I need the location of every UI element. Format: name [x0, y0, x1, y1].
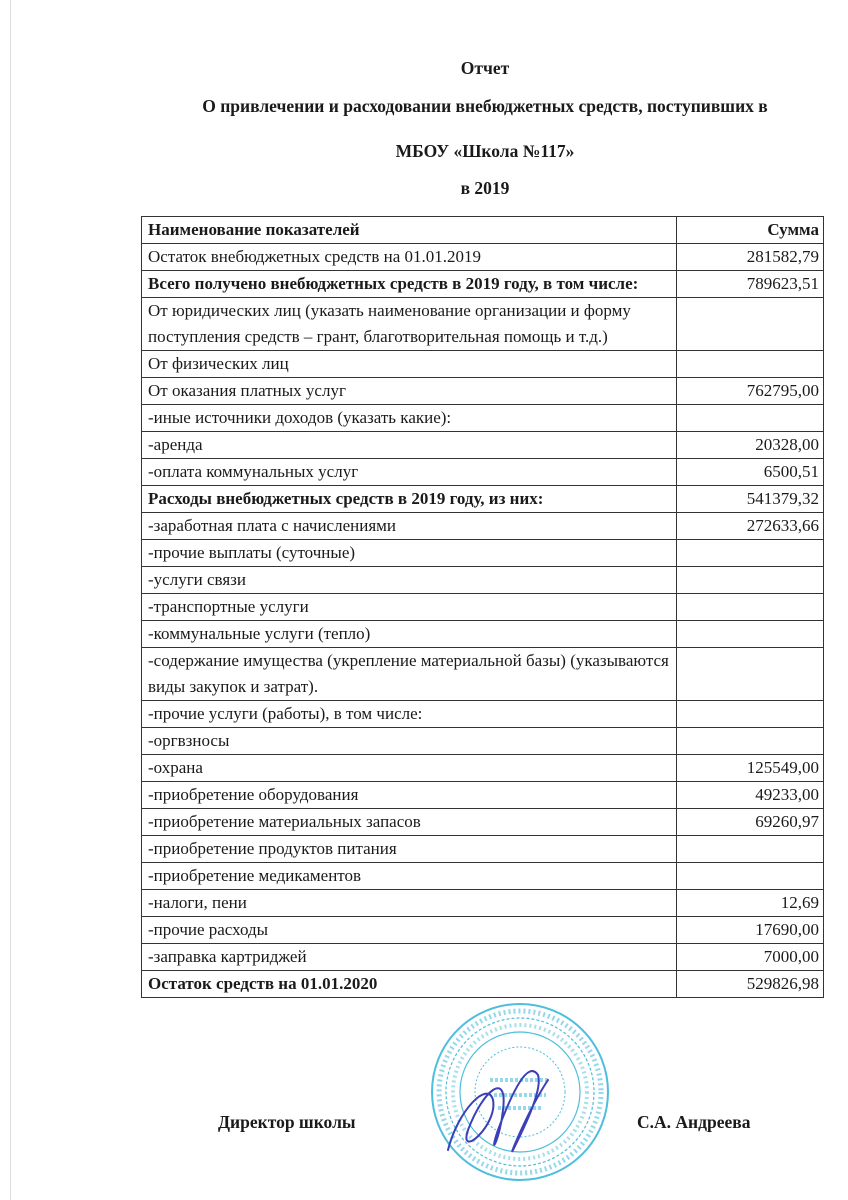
table-header-row — [142, 217, 824, 244]
row-label: -приобретение медикаментов — [142, 863, 677, 890]
row-value: 272633,66 — [677, 513, 824, 540]
column-header-sum: Сумма — [677, 217, 824, 244]
table-row — [142, 459, 824, 486]
organization-name: МБОУ «Школа №117» — [395, 141, 575, 161]
table-row — [142, 944, 824, 971]
table-row — [142, 298, 824, 351]
row-value — [677, 863, 824, 890]
row-label: Расходы внебюджетных средств в 2019 году, из них: — [142, 486, 677, 513]
row-label: -оргвзносы — [142, 728, 677, 755]
table-row — [142, 513, 824, 540]
row-value — [677, 594, 824, 621]
row-value — [677, 405, 824, 432]
row-value: 789623,51 — [677, 271, 824, 298]
row-label: -аренда — [142, 432, 677, 459]
row-label: -транспортные услуги — [142, 594, 677, 621]
row-label: -содержание имущества (укрепление материальной базы) (указываются виды закупок и затрат). — [142, 648, 677, 701]
table-row — [142, 782, 824, 809]
row-value: 6500,51 — [677, 459, 824, 486]
row-label: -заработная плата с начислениями — [142, 513, 677, 540]
table-row — [142, 378, 824, 405]
row-value — [677, 648, 824, 701]
row-label: -приобретение оборудования — [142, 782, 677, 809]
row-value: 7000,00 — [677, 944, 824, 971]
row-value: 125549,00 — [677, 755, 824, 782]
row-value — [677, 540, 824, 567]
table-row — [142, 890, 824, 917]
row-value: 762795,00 — [677, 378, 824, 405]
row-value — [677, 836, 824, 863]
row-label: -заправка картриджей — [142, 944, 677, 971]
table-row — [142, 836, 824, 863]
row-label: -оплата коммунальных услуг — [142, 459, 677, 486]
row-label: -иные источники доходов (указать какие): — [142, 405, 677, 432]
table-row — [142, 809, 824, 836]
row-label: Всего получено внебюджетных средств в 2019 году, в том числе: — [142, 271, 677, 298]
row-value — [677, 351, 824, 378]
row-label: -услуги связи — [142, 567, 677, 594]
row-value: 17690,00 — [677, 917, 824, 944]
row-label: -коммунальные услуги (тепло) — [142, 621, 677, 648]
row-value: 529826,98 — [677, 971, 824, 998]
table-row — [142, 567, 824, 594]
row-label: От юридических лиц (указать наименование организации и форму поступления средств – грант, благотворительная помощь и т.д.) — [142, 298, 677, 351]
row-value — [677, 621, 824, 648]
row-value: 12,69 — [677, 890, 824, 917]
table-row — [142, 863, 824, 890]
table-row — [142, 271, 824, 298]
row-label: -приобретение материальных запасов — [142, 809, 677, 836]
table-row — [142, 405, 824, 432]
table-row — [142, 755, 824, 782]
table-row — [142, 621, 824, 648]
table-row — [142, 351, 824, 378]
row-label: От физических лиц — [142, 351, 677, 378]
table-row — [142, 917, 824, 944]
column-header-name: Наименование показателей — [142, 217, 677, 244]
row-label: -прочие расходы — [142, 917, 677, 944]
row-value — [677, 701, 824, 728]
table-row — [142, 244, 824, 271]
report-table — [141, 216, 824, 998]
row-value — [677, 567, 824, 594]
row-label: -прочие выплаты (суточные) — [142, 540, 677, 567]
row-value: 69260,97 — [677, 809, 824, 836]
document-title: Отчет — [460, 58, 510, 78]
row-label: Остаток внебюджетных средств на 01.01.2019 — [142, 244, 677, 271]
signatory-position: Директор школы — [218, 1112, 356, 1132]
row-label: -прочие услуги (работы), в том числе: — [142, 701, 677, 728]
table-row — [142, 701, 824, 728]
row-value: 281582,79 — [677, 244, 824, 271]
scan-edge — [10, 0, 11, 1200]
table-row — [142, 432, 824, 459]
official-stamp — [428, 1000, 618, 1190]
row-value — [677, 728, 824, 755]
table-row — [142, 648, 824, 701]
report-year: в 2019 — [460, 178, 510, 198]
row-label: От оказания платных услуг — [142, 378, 677, 405]
row-label: -налоги, пени — [142, 890, 677, 917]
document-subtitle: О привлечении и расходовании внебюджетных средств, поступивших в — [202, 96, 768, 116]
signatory-name: С.А. Андреева — [637, 1112, 751, 1132]
row-value: 541379,32 — [677, 486, 824, 513]
table-row — [142, 486, 824, 513]
row-label: Остаток средств на 01.01.2020 — [142, 971, 677, 998]
table-row — [142, 540, 824, 567]
row-value: 49233,00 — [677, 782, 824, 809]
row-label: -охрана — [142, 755, 677, 782]
table-row — [142, 728, 824, 755]
row-label: -приобретение продуктов питания — [142, 836, 677, 863]
row-value: 20328,00 — [677, 432, 824, 459]
table-row — [142, 594, 824, 621]
table-row — [142, 971, 824, 998]
row-value — [677, 298, 824, 351]
